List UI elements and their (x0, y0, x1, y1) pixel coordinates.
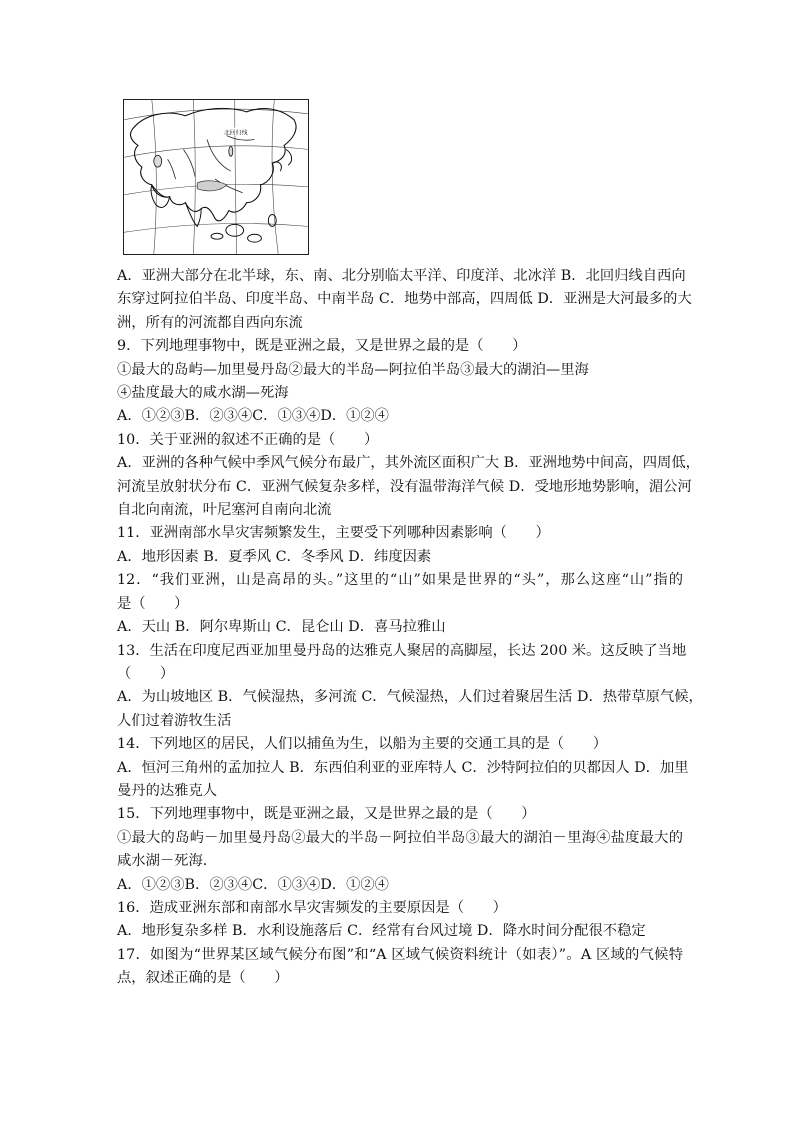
question-stem: 13．生活在印度尼西亚加里曼丹岛的达雅克人聚居的高脚屋，长达 200 米。这反映了当地 (117, 642, 687, 659)
answer-options: A．地形复杂多样 B．水利设施落后 C．经常有台风过境 D．降水时间分配很不稳定 (117, 923, 646, 940)
text-line: 点，叙述正确的是（ ） (117, 970, 289, 987)
question-stem: 17．如图为“世界某区域气候分布图”和“A 区域气候资料统计（如表）”。A 区域的气候特 (117, 946, 683, 963)
text-line: 咸水湖－死海． (117, 853, 218, 870)
asia-map-drawing (124, 100, 308, 254)
question-stem: 15．下列地理事物中，既是亚洲之最，又是世界之最的是（ ） (117, 806, 536, 823)
answer-options: A．①②③B．②③④C．①③④D．①②④ (117, 408, 389, 425)
text-line: 东穿过阿拉伯半岛、印度半岛、中南半岛 C．地势中部高，四周低 D．亚洲是大河最多的大 (117, 291, 692, 308)
text-line: 曼丹的达雅克人 (117, 782, 218, 799)
text-line: A．亚洲大部分在北半球，东、南、北分别临太平洋、印度洋、北冰洋 B．北回归线自西向 (117, 268, 686, 284)
question-text-block (117, 265, 703, 991)
answer-options: A．①②③B．②③④C．①③④D．①②④ (117, 876, 389, 893)
question-stem: 11．亚洲南部水旱灾害频繁发生，主要受下列哪种因素影响（ ） (117, 525, 550, 542)
answer-options: A．地形因素 B．夏季风 C．冬季风 D．纬度因素 (117, 548, 432, 565)
text-line: 是（ ） (117, 595, 189, 612)
question-stem: 10．关于亚洲的叙述不正确的是（ ） (117, 431, 379, 448)
question-stem: 16．造成亚洲东部和南部水旱灾害频发的主要原因是（ ） (117, 899, 507, 916)
question-stem: 14．下列地区的居民，人们以捕鱼为生，以船为主要的交通工具的是（ ） (117, 736, 607, 753)
map-label: 北回归线 (223, 130, 248, 137)
text-line: ①最大的岛屿－加里曼丹岛②最大的半岛－阿拉伯半岛③最大的湖泊－里海④盐度最大的 (117, 829, 683, 846)
question-stem: 12．“我们亚洲，山是高昂的头。”这里的“山”如果是世界的“头”，那么这座“山”指的 (117, 572, 683, 589)
question-stem: 9．下列地理事物中，既是亚洲之最，又是世界之最的是（ ） (117, 338, 527, 355)
text-line: A．亚洲的各种气候中季风气候分布最广，其外流区面积广大 B．亚洲地势中间高，四周低， (117, 455, 700, 472)
text-line: ①最大的岛屿—加里曼丹岛②最大的半岛—阿拉伯半岛③最大的湖泊—里海 (117, 361, 589, 378)
text-line: 河流呈放射状分布 C．亚洲气候复杂多样，没有温带海洋气候 D．受地形地势影响，湄公河 (117, 478, 692, 495)
asia-map-figure (123, 99, 309, 255)
text-line: ④盐度最大的咸水湖—死海 (117, 385, 289, 402)
text-line: 洲，所有的河流都自西向东流 (117, 314, 303, 331)
text-line: 人们过着游牧生活 (117, 712, 232, 729)
answer-options: A．为山坡地区 B．气候湿热，多河流 C．气候湿热，人们过着聚居生活 D．热带草原气候， (117, 689, 703, 706)
text-line: （ ） (117, 665, 175, 682)
answer-options: A．恒河三角州的孟加拉人 B．东西伯利亚的亚库特人 C．沙特阿拉伯的贝都因人 D．加里 (117, 759, 689, 776)
text-line: 自北向南流，叶尼塞河自南向北流 (117, 502, 332, 519)
answer-options: A．天山 B．阿尔卑斯山 C．昆仑山 D．喜马拉雅山 (117, 619, 446, 636)
